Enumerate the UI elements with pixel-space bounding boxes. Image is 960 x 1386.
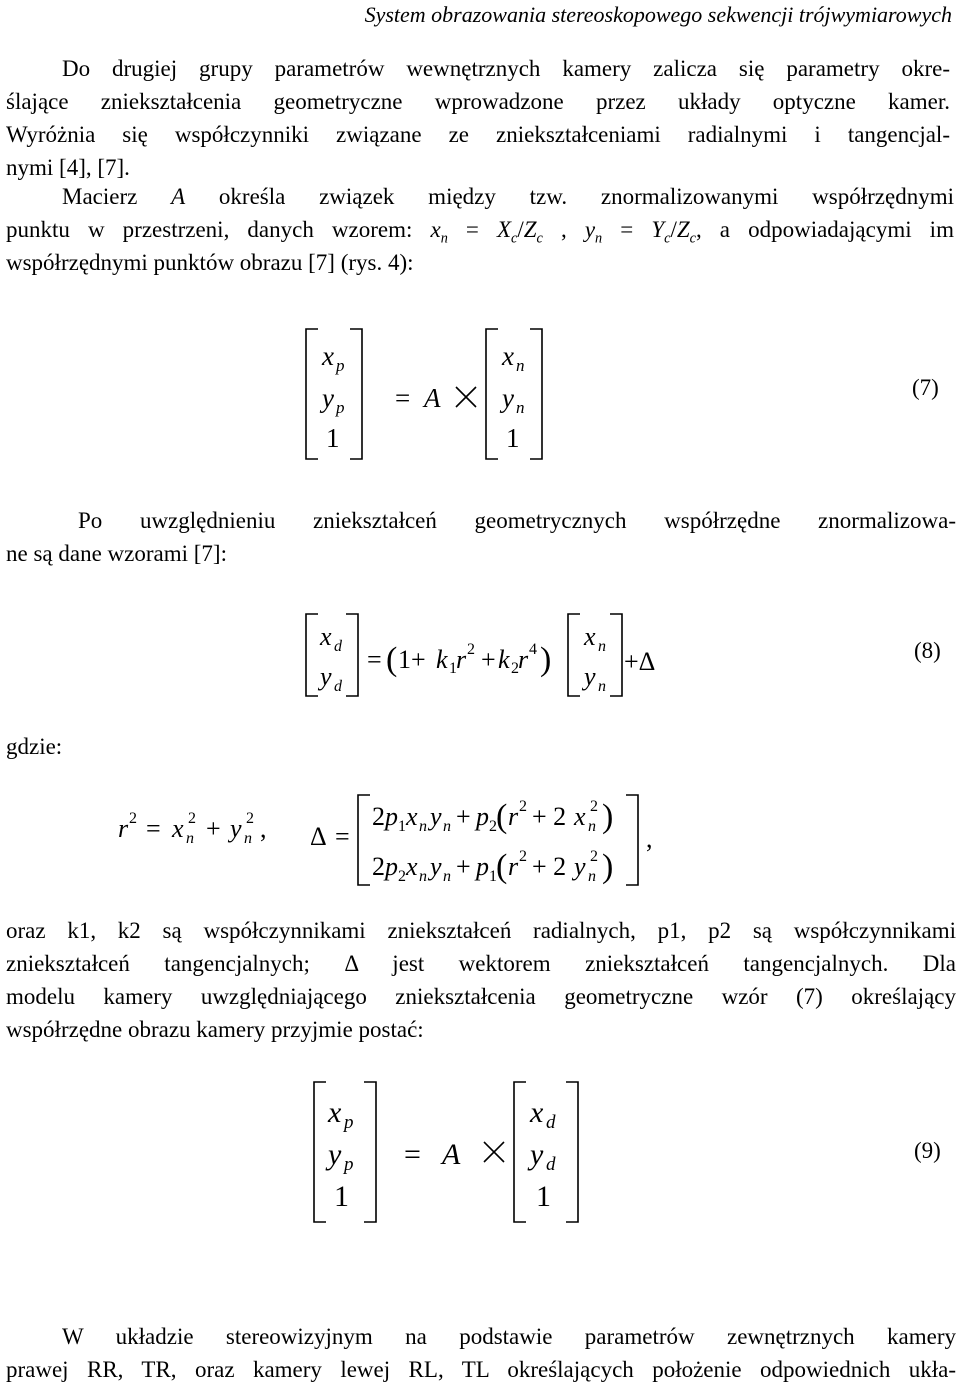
svg-text:y: y xyxy=(230,814,242,843)
svg-text:y: y xyxy=(430,802,442,831)
text-line: współrzędne obrazu kamery przyjmie postać: xyxy=(6,1017,424,1042)
svg-text:n: n xyxy=(588,818,596,835)
equation-number: (8) xyxy=(914,638,941,663)
svg-text:+: + xyxy=(481,645,496,674)
svg-text:A: A xyxy=(442,1138,461,1171)
svg-text:=: = xyxy=(404,1138,421,1171)
svg-text:=: = xyxy=(146,814,161,843)
svg-text:+ 2: + 2 xyxy=(532,802,567,831)
svg-text:A: A xyxy=(424,383,441,413)
svg-text:y: y xyxy=(502,383,514,413)
svg-text:x: x xyxy=(502,341,514,371)
text-line: punktu w przestrzeni, danych wzorem: $x_n = X_c/Z_c$ , $y_n = Y_c/Z_c$, a odpowiadającymi im xyxy=(6,217,954,247)
svg-text:d: d xyxy=(546,1112,556,1133)
svg-text:p: p xyxy=(385,802,398,831)
equation-8 xyxy=(0,610,960,700)
paragraph-matrix-a xyxy=(6,180,954,279)
svg-text:d: d xyxy=(546,1154,556,1175)
svg-text:1: 1 xyxy=(398,818,406,835)
svg-text:y: y xyxy=(584,662,596,691)
equation-definitions xyxy=(0,785,960,895)
svg-text:r: r xyxy=(508,852,519,881)
svg-text:2: 2 xyxy=(129,810,137,827)
text-line: ne są dane wzorami [7]: xyxy=(6,541,227,566)
svg-text:p: p xyxy=(476,802,489,831)
text-line: Macierz A określa związek między tzw. znormalizowanymi współrzędnymi xyxy=(62,184,954,209)
svg-text:p: p xyxy=(385,852,398,881)
svg-text:p: p xyxy=(344,1112,354,1133)
text-line: ślające zniekształcenia geometryczne wprowadzone przez układy optyczne kamer. xyxy=(6,89,950,114)
paragraph-coefficients xyxy=(6,914,956,1046)
text-line: Wyróżnia się współczynniki związane ze zniekształceniami radialnymi i tangencjal- xyxy=(6,122,950,147)
svg-text:): ) xyxy=(602,848,614,885)
svg-text:p: p xyxy=(336,398,345,417)
normalized-coords-formula: $x_n = X_c/Z_c$ , $y_n = Y_c/Z_c$ xyxy=(430,217,696,247)
paragraph-normalized xyxy=(6,504,956,570)
svg-text:x: x xyxy=(320,622,332,651)
svg-text:): ) xyxy=(540,641,552,678)
svg-text:2: 2 xyxy=(188,810,196,827)
svg-text:r: r xyxy=(508,802,519,831)
svg-text:k: k xyxy=(436,645,448,674)
paragraph-distortion-params xyxy=(6,52,950,184)
svg-text:2: 2 xyxy=(590,798,598,815)
svg-text:n: n xyxy=(598,638,606,655)
svg-text:,: , xyxy=(646,824,653,853)
text-line: współrzędnymi punktów obrazu [7] (rys. 4): xyxy=(6,250,414,275)
label-gdzie: gdzie: xyxy=(6,734,63,759)
svg-text:n: n xyxy=(516,398,525,417)
svg-text:d: d xyxy=(334,678,342,695)
svg-text:2: 2 xyxy=(398,868,406,885)
equation-7 xyxy=(0,325,960,465)
equation-9 xyxy=(0,1078,960,1228)
svg-text:y: y xyxy=(574,852,586,881)
equation-number: (9) xyxy=(914,1138,941,1163)
svg-text:=: = xyxy=(367,645,382,674)
svg-text:n: n xyxy=(598,678,606,695)
svg-text:=: = xyxy=(335,822,350,851)
svg-text:y: y xyxy=(322,383,334,413)
svg-text:n: n xyxy=(419,818,427,835)
text-line: prawej RR, TR, oraz kamery lewej RL, TL określających położenie odpowiednich ukła- xyxy=(6,1357,956,1382)
svg-text:1: 1 xyxy=(489,868,497,885)
svg-text:4: 4 xyxy=(529,641,537,658)
svg-text:(: ( xyxy=(496,848,508,885)
svg-text:y: y xyxy=(430,852,442,881)
svg-text:1+: 1+ xyxy=(398,645,426,674)
svg-text:+ 2: + 2 xyxy=(532,852,567,881)
svg-text:r: r xyxy=(118,814,129,843)
svg-text:y: y xyxy=(530,1138,544,1171)
svg-text:2: 2 xyxy=(246,810,254,827)
svg-text:n: n xyxy=(443,818,451,835)
svg-text:x: x xyxy=(328,1096,342,1129)
svg-text:r: r xyxy=(456,645,467,674)
svg-text:d: d xyxy=(334,638,342,655)
svg-text:x: x xyxy=(530,1096,544,1129)
svg-text:,: , xyxy=(260,814,267,843)
paragraph-stereo xyxy=(6,1320,956,1386)
svg-text:y: y xyxy=(320,662,332,691)
svg-text:2: 2 xyxy=(519,798,527,815)
svg-text:+: + xyxy=(456,802,471,831)
svg-text:x: x xyxy=(172,814,184,843)
text-line: modelu kamery uwzględniającego zniekształcenia geometryczne wzór (7) określający xyxy=(6,984,956,1009)
text-line: oraz k1, k2 są współczynnikami zniekształceń radialnych, p1, p2 są współczynnikami xyxy=(6,918,956,943)
svg-text:1: 1 xyxy=(506,423,520,453)
svg-text:+Δ: +Δ xyxy=(624,647,656,676)
svg-text:x: x xyxy=(584,622,596,651)
svg-text:2: 2 xyxy=(467,641,475,658)
text-line: zniekształceń tangencjalnych; Δ jest wektorem zniekształceń tangencjalnych. Dla xyxy=(6,951,956,976)
svg-text:p: p xyxy=(476,852,489,881)
svg-text:1: 1 xyxy=(449,660,457,677)
text-line: W układzie stereowizyjnym na podstawie parametrów zewnętrznych kamery xyxy=(62,1324,956,1349)
svg-text:n: n xyxy=(443,868,451,885)
svg-text:p: p xyxy=(344,1154,354,1175)
svg-text:n: n xyxy=(588,868,596,885)
equation-number: (7) xyxy=(912,375,939,400)
svg-text:): ) xyxy=(602,798,614,835)
svg-text:y: y xyxy=(328,1138,342,1171)
svg-text:x: x xyxy=(574,802,586,831)
svg-text:=: = xyxy=(395,383,411,413)
svg-text:1: 1 xyxy=(326,423,340,453)
svg-text:2: 2 xyxy=(489,818,497,835)
svg-text:k: k xyxy=(498,645,510,674)
svg-text:n: n xyxy=(516,356,525,375)
svg-text:p: p xyxy=(336,356,345,375)
text-line: Do drugiej grupy parametrów wewnętrznych kamery zalicza się parametry okre- xyxy=(62,56,950,81)
svg-text:2: 2 xyxy=(372,852,385,881)
svg-text:(: ( xyxy=(386,641,398,678)
svg-text:2: 2 xyxy=(590,848,598,865)
text-line: nymi [4], [7]. xyxy=(6,155,130,180)
svg-text:2: 2 xyxy=(511,660,519,677)
running-header: System obrazowania stereoskopowego sekwencji trójwymiarowych xyxy=(364,2,952,27)
svg-text:x: x xyxy=(406,852,418,881)
svg-text:1: 1 xyxy=(536,1180,551,1213)
svg-text:n: n xyxy=(244,830,252,847)
svg-text:n: n xyxy=(419,868,427,885)
svg-text:x: x xyxy=(406,802,418,831)
svg-text:n: n xyxy=(186,830,194,847)
svg-text:x: x xyxy=(322,341,334,371)
svg-text:2: 2 xyxy=(372,802,385,831)
svg-text:Δ: Δ xyxy=(310,822,327,851)
svg-text:+: + xyxy=(456,852,471,881)
svg-text:1: 1 xyxy=(334,1180,349,1213)
svg-text:(: ( xyxy=(496,798,508,835)
svg-text:+: + xyxy=(206,814,221,843)
svg-text:2: 2 xyxy=(519,848,527,865)
svg-text:r: r xyxy=(518,645,529,674)
text-line: Po uwzględnieniu zniekształceń geometrycznych współrzędne znormalizowa- xyxy=(78,508,956,533)
